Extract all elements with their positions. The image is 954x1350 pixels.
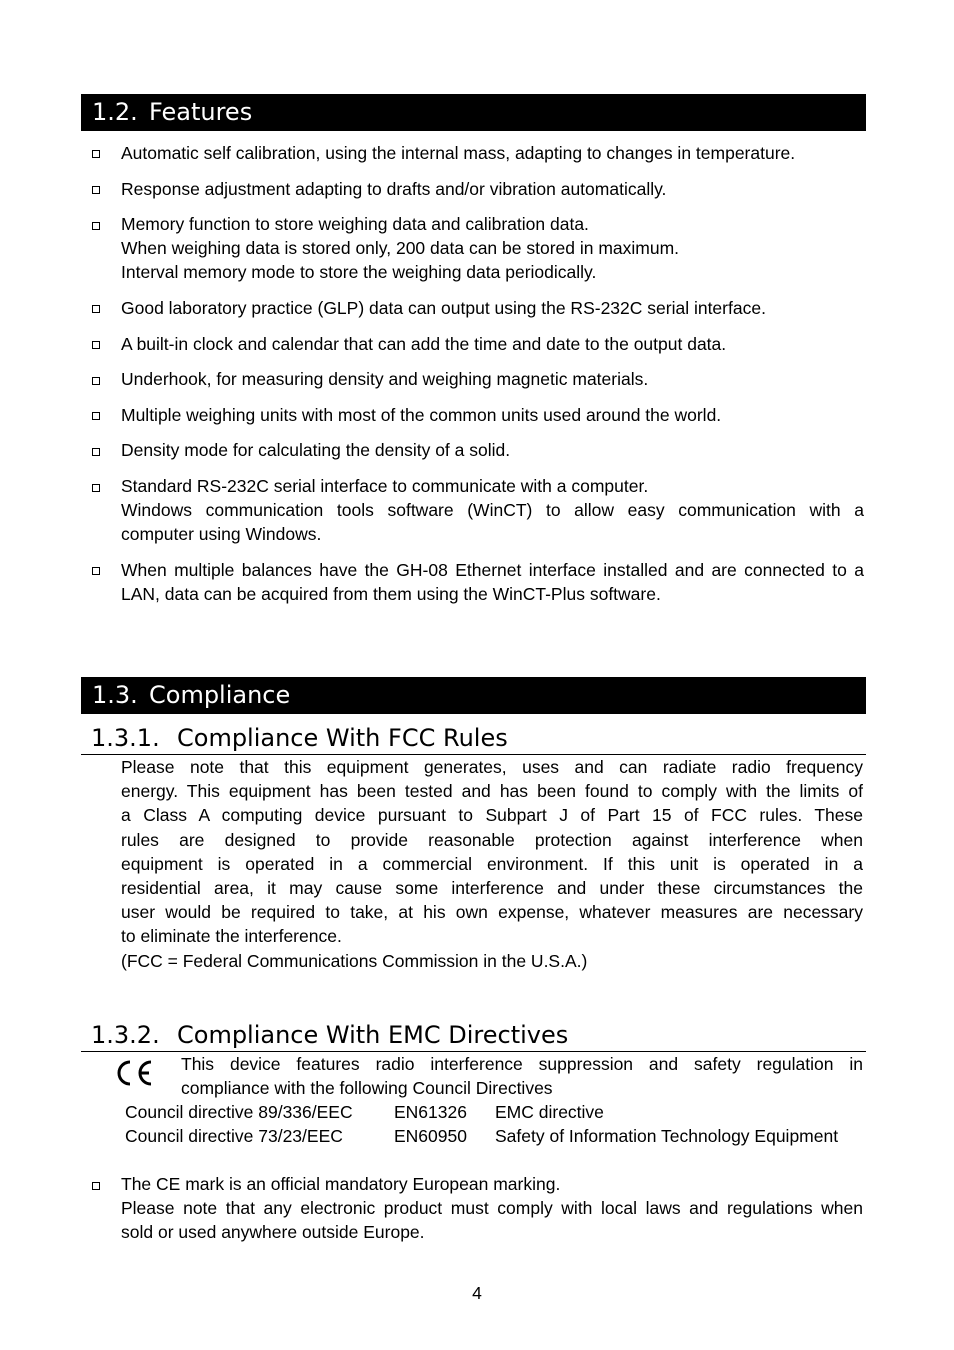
compliance-heading bbox=[81, 677, 866, 714]
feature-line: Density mode for calculating the density of a solid. bbox=[121, 440, 511, 460]
feature-line: Multiple weighing units with most of the common units used around the world. bbox=[121, 405, 722, 425]
directive-name: Council directive 89/336/EEC bbox=[125, 1102, 353, 1122]
feature-line: Interval memory mode to store the weighing data periodically. bbox=[121, 262, 597, 282]
ce-note-line: Please note that any electronic product must comply with local laws and regulations when bbox=[121, 1198, 863, 1218]
square-bullet-icon bbox=[92, 150, 100, 158]
ce-mark-icon bbox=[114, 1059, 154, 1087]
fcc-line: rules are designed to provide reasonable protection against interference when bbox=[121, 829, 863, 850]
fcc-line: user would be required to take, at his own expense, whatever measures are necessary bbox=[121, 902, 863, 923]
page-number: 4 bbox=[472, 1283, 482, 1303]
directive-name: Council directive 73/23/EEC bbox=[125, 1126, 343, 1146]
feature-line: LAN, data can be acquired from them using the WinCT-Plus software. bbox=[121, 584, 661, 604]
directive-standard: EN61326 bbox=[394, 1102, 467, 1122]
square-bullet-icon bbox=[92, 1182, 100, 1190]
feature-line: Response adjustment adapting to drafts and/or vibration automatically. bbox=[121, 179, 667, 199]
directive-row bbox=[125, 1100, 865, 1124]
feature-line: Good laboratory practice (GLP) data can output using the RS-232C serial interface. bbox=[121, 298, 766, 318]
fcc-number: 1.3.1. bbox=[91, 724, 160, 752]
compliance-number: 1.3. bbox=[92, 681, 138, 709]
ce-note-line: The CE mark is an official mandatory European marking. bbox=[121, 1174, 561, 1194]
feature-line: Standard RS-232C serial interface to communicate with a computer. bbox=[121, 476, 649, 496]
fcc-line: energy. This equipment has been tested and has been found to comply with the limits of bbox=[121, 781, 863, 802]
directive-description: EMC directive bbox=[495, 1102, 604, 1122]
feature-line: When weighing data is stored only, 200 data can be stored in maximum. bbox=[121, 238, 680, 258]
fcc-title: Compliance With FCC Rules bbox=[177, 724, 508, 752]
fcc-paragraph bbox=[121, 755, 863, 973]
square-bullet-icon bbox=[92, 305, 100, 313]
features-title: Features bbox=[149, 98, 253, 126]
square-bullet-icon bbox=[92, 341, 100, 349]
ce-note-line: sold or used anywhere outside Europe. bbox=[121, 1222, 425, 1242]
fcc-line: to eliminate the interference. bbox=[121, 926, 342, 947]
feature-line: Windows communication tools software (WinCT) to allow easy communication with a bbox=[121, 500, 864, 520]
square-bullet-icon bbox=[92, 186, 100, 194]
square-bullet-icon bbox=[92, 448, 100, 456]
directive-row bbox=[125, 1124, 865, 1148]
fcc-line: residential area, it may cause some interference and under these circumstances the bbox=[121, 878, 863, 899]
fcc-heading bbox=[91, 723, 866, 753]
feature-line: computer using Windows. bbox=[121, 524, 322, 544]
square-bullet-icon bbox=[92, 412, 100, 420]
emc-intro bbox=[181, 1052, 863, 1100]
fcc-line: (FCC = Federal Communications Commission in the U.S.A.) bbox=[121, 950, 588, 971]
emc-intro-line: This device features radio interference suppression and safety regulation in bbox=[181, 1054, 863, 1074]
square-bullet-icon bbox=[92, 377, 100, 385]
fcc-line: Please note that this equipment generates, uses and can radiate radio frequency bbox=[121, 757, 863, 777]
features-number: 1.2. bbox=[92, 98, 138, 126]
emc-title: Compliance With EMC Directives bbox=[177, 1021, 569, 1049]
directive-standard: EN60950 bbox=[394, 1126, 467, 1146]
emc-number: 1.3.2. bbox=[91, 1021, 160, 1049]
emc-intro-line: compliance with the following Council Directives bbox=[181, 1078, 553, 1098]
feature-line: Underhook, for measuring density and weighing magnetic materials. bbox=[121, 369, 649, 389]
feature-line: Memory function to store weighing data and calibration data. bbox=[121, 214, 589, 234]
square-bullet-icon bbox=[92, 222, 100, 230]
feature-line: Automatic self calibration, using the internal mass, adapting to changes in temperature. bbox=[121, 143, 796, 163]
emc-heading bbox=[91, 1020, 866, 1050]
fcc-line: equipment is operated in a commercial environment. If this unit is operated in a bbox=[121, 853, 863, 874]
compliance-title: Compliance bbox=[149, 681, 291, 709]
feature-line: When multiple balances have the GH-08 Ethernet interface installed and are connected to a bbox=[121, 560, 864, 580]
directive-description: Safety of Information Technology Equipment bbox=[495, 1126, 839, 1146]
feature-line: A built-in clock and calendar that can add the time and date to the output data. bbox=[121, 334, 727, 354]
square-bullet-icon bbox=[92, 567, 100, 575]
features-heading bbox=[81, 94, 866, 131]
square-bullet-icon bbox=[92, 484, 100, 492]
fcc-line: a Class A computing device pursuant to Subpart J of Part 15 of FCC rules. These bbox=[121, 805, 863, 826]
